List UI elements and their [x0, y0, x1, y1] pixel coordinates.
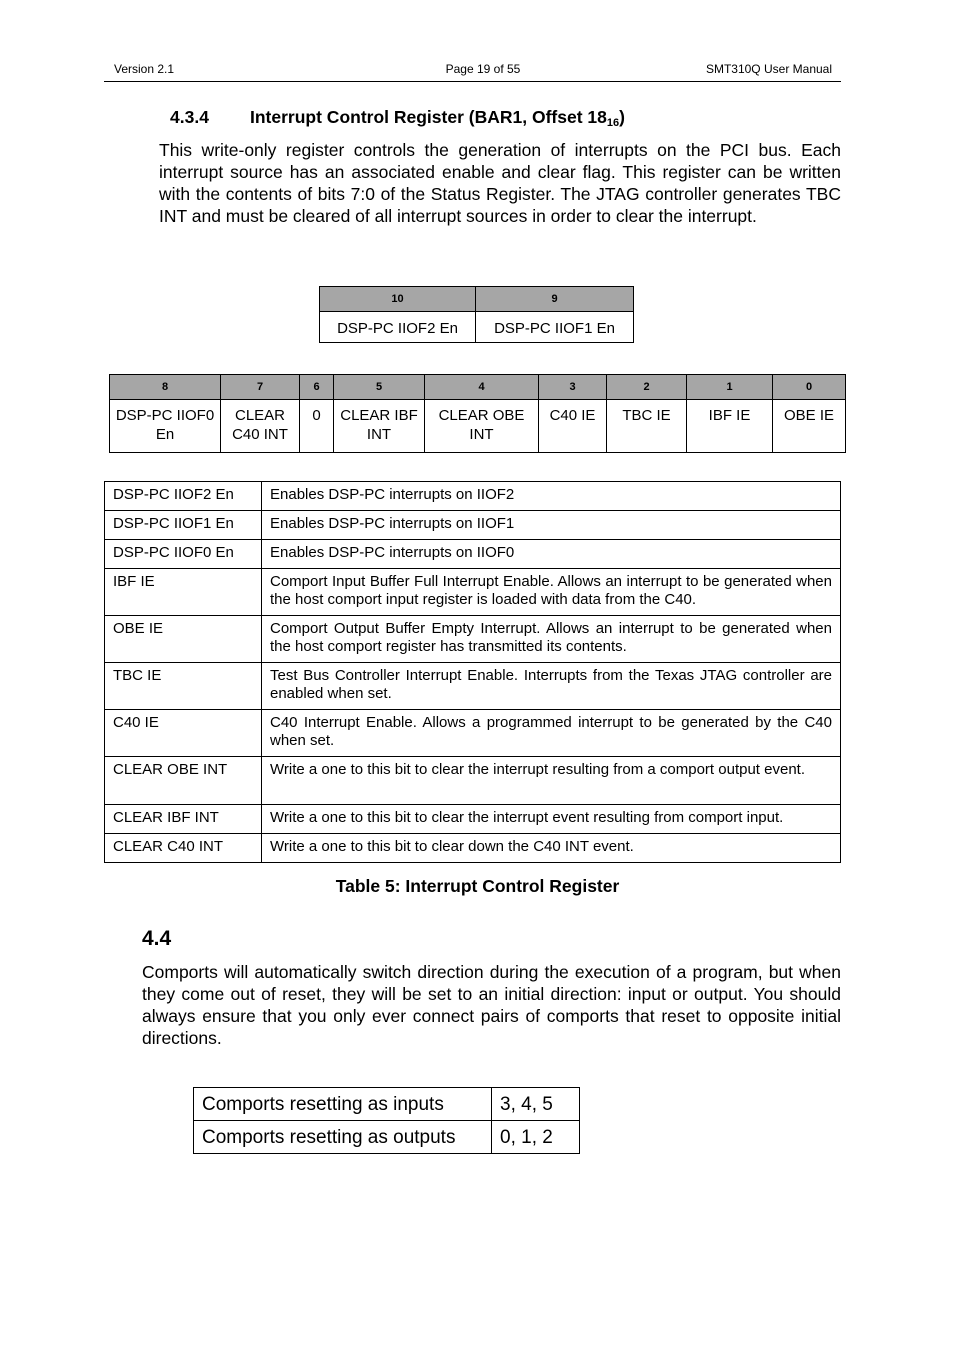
bit-field: CLEAR IBF INT [334, 400, 425, 453]
field-name: CLEAR IBF INT [105, 805, 262, 834]
register-table-lower [109, 374, 846, 453]
header-version: Version 2.1 [114, 62, 175, 76]
field-description: Comport Input Buffer Full Interrupt Enable. Allows an interrupt to be generated when the host comport input register is loaded with data from the C40. [262, 569, 841, 616]
table-row [105, 710, 841, 757]
section-title-subscript: 16 [606, 117, 620, 129]
field-description: Enables DSP-PC interrupts on IIOF2 [262, 482, 841, 511]
bit-header: 5 [334, 375, 425, 400]
field-description: Write a one to this bit to clear the interrupt resulting from a comport output event. [262, 757, 841, 805]
field-description: C40 Interrupt Enable. Allows a programmed interrupt to be generated by the C40 when set. [262, 710, 841, 757]
table-row [105, 482, 841, 511]
table-row [105, 663, 841, 710]
field-name: IBF IE [105, 569, 262, 616]
field-name: CLEAR C40 INT [105, 834, 262, 863]
intro-paragraph: This write-only register controls the generation of interrupts on the PCI bus. Each interrupt source has an associated enable and clear flag. This register can be written with the contents of bits 7:0 of the Status Register. The JTAG controller generates TBC INT and must be cleared of all interrupt sources in order to clear the interrupt. [159, 140, 841, 226]
section-number: 4.3.4 [170, 107, 209, 127]
section-44-heading: 4.4 [142, 927, 172, 950]
section-title-suffix: ) [619, 107, 625, 127]
bit-field: IBF IE [687, 400, 773, 453]
table-caption: Table 5: Interrupt Control Register [335, 876, 620, 896]
comport-label: Comports resetting as outputs [194, 1121, 492, 1154]
table-row [105, 616, 841, 663]
field-description: Enables DSP-PC interrupts on IIOF1 [262, 511, 841, 540]
field-description: Enables DSP-PC interrupts on IIOF0 [262, 540, 841, 569]
bit-header: 0 [773, 375, 846, 400]
section-heading [170, 107, 625, 128]
bit-header: 2 [607, 375, 687, 400]
field-description: Comport Output Buffer Empty Interrupt. Allows an interrupt to be generated when the host comport register has transmitted its contents. [262, 616, 841, 663]
field-name: DSP-PC IIOF0 En [105, 540, 262, 569]
table-row [105, 511, 841, 540]
bit-header: 4 [425, 375, 539, 400]
bit-header: 7 [221, 375, 300, 400]
field-name: DSP-PC IIOF1 En [105, 511, 262, 540]
field-description: Test Bus Controller Interrupt Enable. Interrupts from the Texas JTAG controller are enabled when set. [262, 663, 841, 710]
table-row [194, 1121, 580, 1154]
header-page-number: Page 19 of 55 [445, 62, 521, 76]
field-name: DSP-PC IIOF2 En [105, 482, 262, 511]
table-row [105, 757, 841, 805]
bit-header: 10 [320, 287, 476, 312]
header-divider [104, 81, 841, 82]
bit-header: 8 [110, 375, 221, 400]
bit-field: OBE IE [773, 400, 846, 453]
field-name: TBC IE [105, 663, 262, 710]
field-name: C40 IE [105, 710, 262, 757]
register-table-upper [319, 286, 634, 343]
header-manual-title: SMT310Q User Manual [705, 62, 832, 76]
comport-value: 3, 4, 5 [492, 1088, 580, 1121]
table-row [105, 540, 841, 569]
comport-value: 0, 1, 2 [492, 1121, 580, 1154]
field-description: Write a one to this bit to clear the interrupt event resulting from comport input. [262, 805, 841, 834]
bit-header: 1 [687, 375, 773, 400]
bit-field: 0 [300, 400, 334, 453]
bit-header: 3 [539, 375, 607, 400]
bit-field: C40 IE [539, 400, 607, 453]
section-44-paragraph: Comports will automatically switch direction during the execution of a program, but when they come out of reset, they will be set to an initial direction: input or output. You should always ensure that you only ever connect pairs of comports that reset to opposite initial directions. [142, 962, 841, 1048]
description-table [104, 481, 841, 863]
bit-header: 6 [300, 375, 334, 400]
bit-field: DSP-PC IIOF0 En [110, 400, 221, 453]
table-row [105, 834, 841, 863]
bit-field: TBC IE [607, 400, 687, 453]
table-row [105, 805, 841, 834]
bit-field: CLEAR OBE INT [425, 400, 539, 453]
section-title: Interrupt Control Register (BAR1, Offset 18 [250, 107, 607, 127]
bit-header: 9 [476, 287, 634, 312]
field-name: OBE IE [105, 616, 262, 663]
bit-field: DSP-PC IIOF2 En [320, 312, 476, 343]
field-name: CLEAR OBE INT [105, 757, 262, 805]
bit-field: CLEAR C40 INT [221, 400, 300, 453]
bit-field: DSP-PC IIOF1 En [476, 312, 634, 343]
comport-label: Comports resetting as inputs [194, 1088, 492, 1121]
table-row [194, 1088, 580, 1121]
table-row [105, 569, 841, 616]
field-description: Write a one to this bit to clear down the C40 INT event. [262, 834, 841, 863]
comport-reset-table [193, 1087, 580, 1154]
